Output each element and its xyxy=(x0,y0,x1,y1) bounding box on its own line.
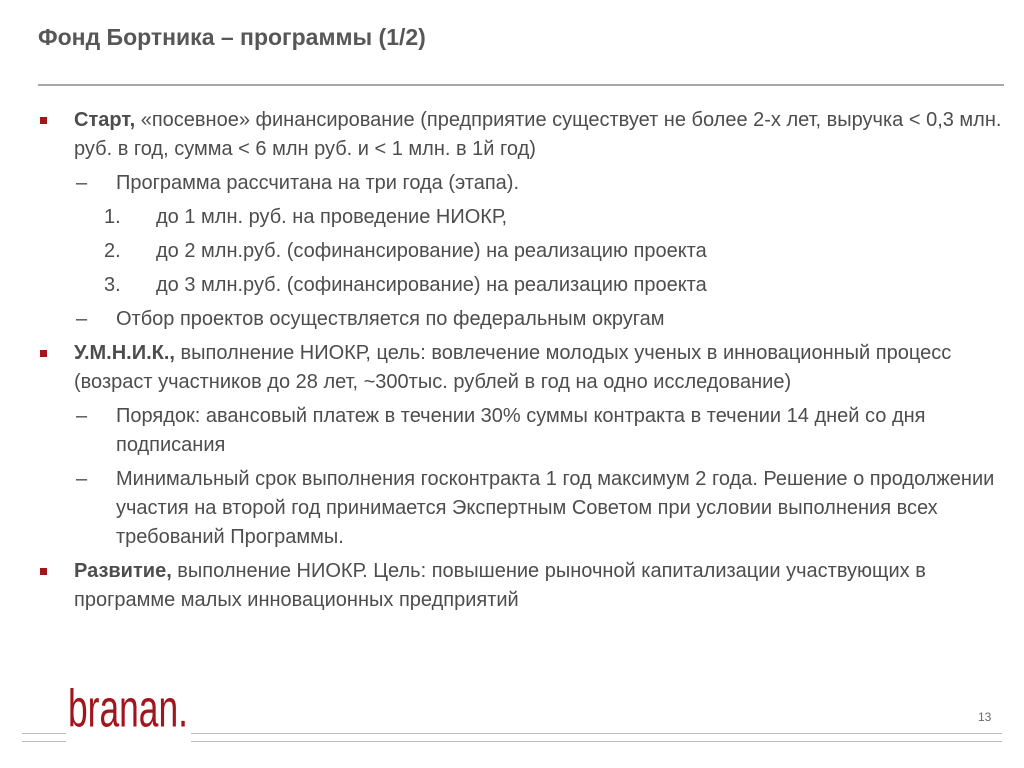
sub-bullet-text: Порядок: авансовый платеж в течении 30% суммы контракта в течении 14 дней со дня подписания xyxy=(116,405,926,456)
dash-bullet-icon: – xyxy=(76,468,88,490)
item-number: 2. xyxy=(104,240,121,262)
bullet-razvitie xyxy=(0,557,1004,615)
slide-title: Фонд Бортника – программы (1/2) xyxy=(38,24,426,50)
bullet-umnik xyxy=(0,339,1004,397)
square-bullet-icon xyxy=(40,568,47,575)
sub-bullet-start-selection xyxy=(0,305,996,334)
numbered-item-1 xyxy=(0,203,996,232)
bullet-razvitie-heading: Развитие, xyxy=(74,560,172,582)
item-number: 3. xyxy=(104,274,121,296)
item-text: до 3 млн.руб. (софинансирование) на реализацию проекта xyxy=(156,274,707,296)
bullet-razvitie-text: выполнение НИОКР. Цель: повышение рыночной капитализации участвующих в программе малых инновационных предприятий xyxy=(74,560,926,611)
numbered-item-2 xyxy=(0,237,996,266)
page-number: 13 xyxy=(978,710,992,724)
bullet-start-heading: Старт, xyxy=(74,109,136,131)
bullet-umnik-heading: У.М.Н.И.К., xyxy=(74,342,175,364)
square-bullet-icon xyxy=(40,350,47,357)
dash-bullet-icon: – xyxy=(76,405,88,427)
item-number: 1. xyxy=(104,206,121,228)
branan-logo xyxy=(68,678,190,739)
logo-text: branan. xyxy=(68,678,188,739)
square-bullet-icon xyxy=(40,117,47,124)
sub-bullet-text: Отбор проектов осуществляется по федеральным округам xyxy=(116,308,665,330)
footer-rule-left xyxy=(22,733,66,742)
sub-bullet-text: Минимальный срок выполнения госконтракта 1 год максимум 2 года. Решение о продолжении участия на второй год принимается Экспертным Советом при условии выполнения всех требований Программы. xyxy=(116,468,995,548)
sub-bullet-text: Программа рассчитана на три года (этапа). xyxy=(116,172,520,194)
bullet-umnik-text: выполнение НИОКР, цель: вовлечение молодых ученых в инновационный процесс (возраст участников до 28 лет, ~300тыс. рублей в год на одно исследование) xyxy=(74,342,952,393)
sub-bullet-umnik-payment xyxy=(0,402,996,460)
sub-bullet-start-duration xyxy=(0,169,996,198)
title-divider xyxy=(38,84,1004,86)
footer-rule-right xyxy=(191,733,1002,742)
sub-bullet-umnik-term xyxy=(0,465,996,552)
bullet-start xyxy=(0,106,1004,164)
dash-bullet-icon: – xyxy=(76,308,88,330)
item-text: до 1 млн. руб. на проведение НИОКР, xyxy=(156,206,508,228)
numbered-item-3 xyxy=(0,271,996,300)
bullet-start-text: «посевное» финансирование (предприятие существует не более 2-х лет, выручка < 0,3 млн. руб. в год, сумма < 6 млн руб. и < 1 млн. в 1й год) xyxy=(74,109,1002,160)
item-text: до 2 млн.руб. (софинансирование) на реализацию проекта xyxy=(156,240,707,262)
slide-content xyxy=(0,106,1024,615)
dash-bullet-icon: – xyxy=(76,172,88,194)
